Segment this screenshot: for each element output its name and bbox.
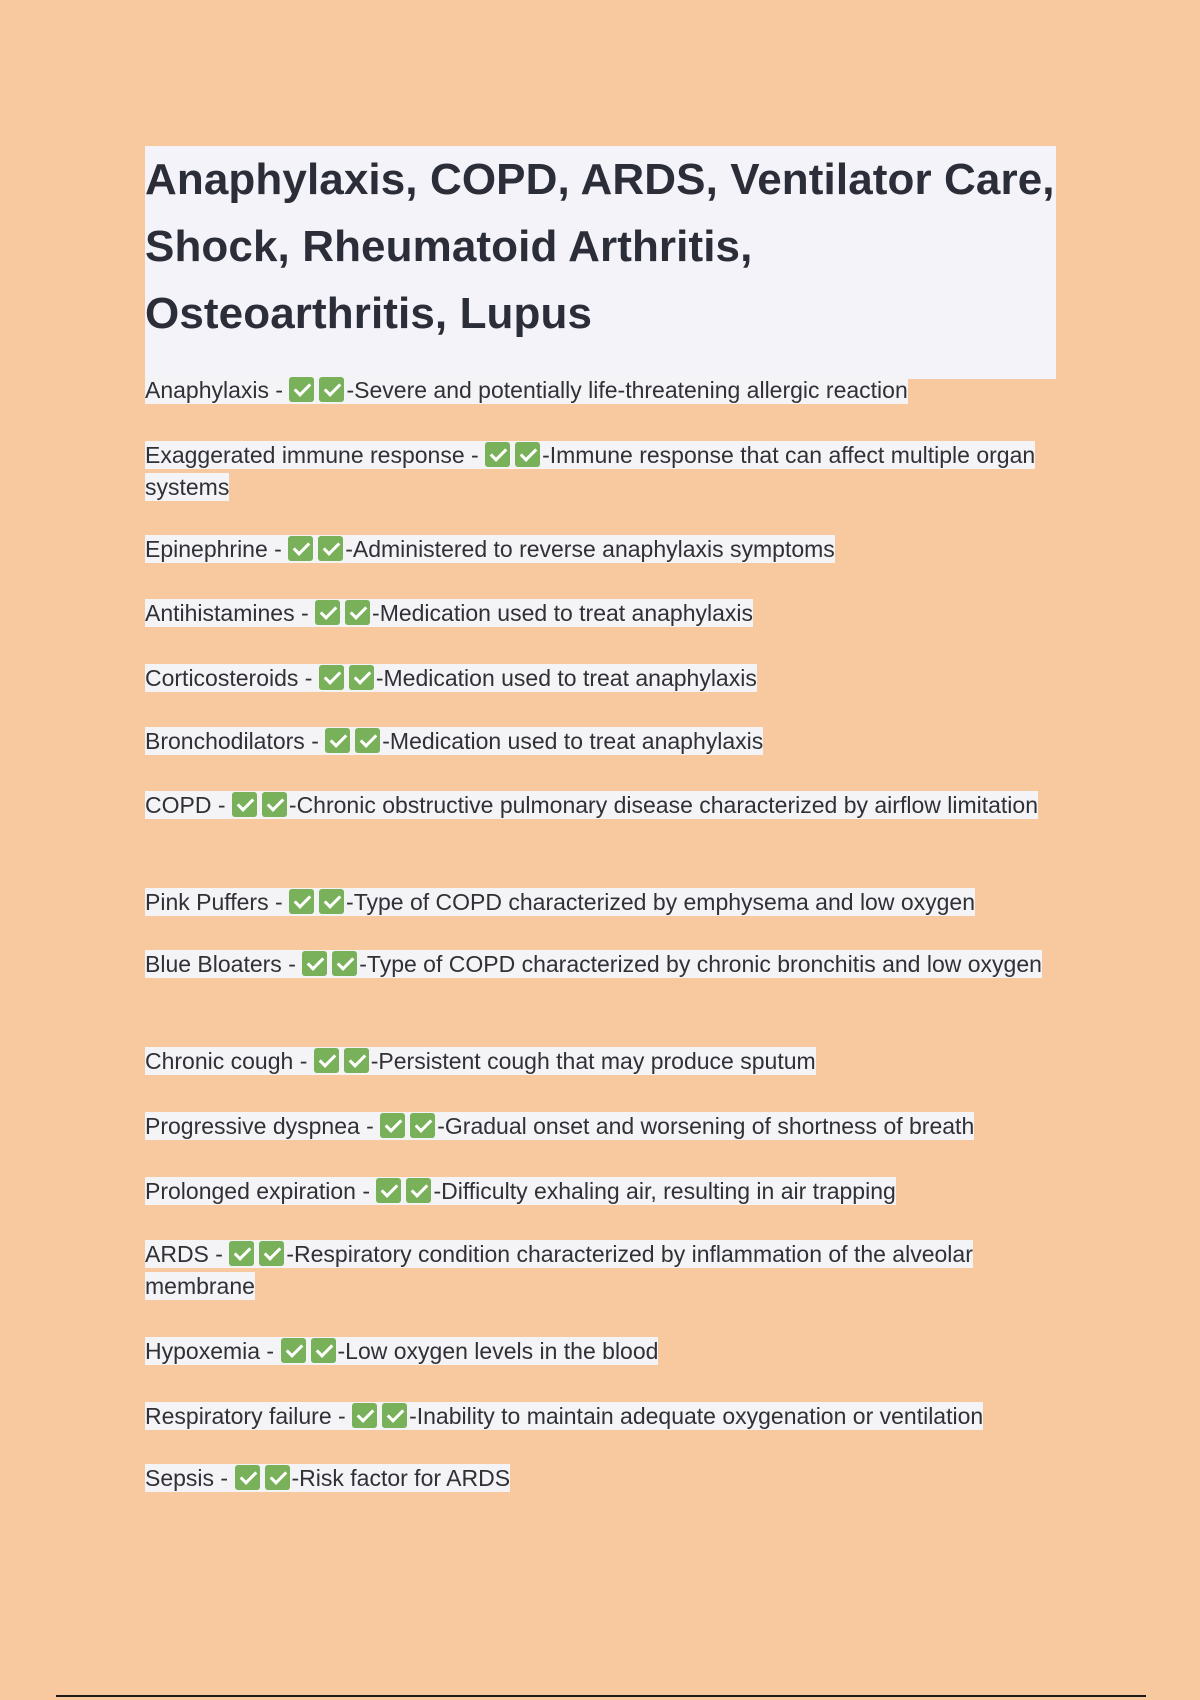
- entry-term: Pink Puffers: [145, 889, 269, 915]
- flashcard-entry: [145, 597, 1065, 629]
- entry-definition: -Immune response that can affect multiple organ systems: [145, 442, 1036, 500]
- entry-definition: -Administered to reverse anaphylaxis symptoms: [345, 536, 835, 562]
- check-mark-icon: [376, 1178, 401, 1203]
- check-mark-icon: [232, 792, 257, 817]
- entry-term: ARDS: [145, 1241, 209, 1267]
- flashcard-entry: [145, 1238, 1065, 1302]
- check-mark-icon: [352, 1403, 377, 1428]
- flashcard-entry: [145, 948, 1065, 980]
- check-mark-icon: [410, 1113, 435, 1138]
- entry-separator: -: [464, 442, 486, 468]
- flashcard-entry: [145, 533, 1065, 565]
- check-mark-icon: [229, 1241, 254, 1266]
- check-mark-icon: [515, 442, 540, 467]
- flashcard-entry: [145, 374, 1065, 406]
- check-mark-icon: [325, 728, 350, 753]
- entry-definition: -Severe and potentially life-threatening allergic reaction: [346, 377, 908, 403]
- entry-definition: -Type of COPD characterized by emphysema and low oxygen: [346, 889, 976, 915]
- entry-separator: -: [267, 536, 289, 562]
- entry-separator: -: [331, 1403, 353, 1429]
- entry-separator: -: [260, 1338, 281, 1364]
- entry-separator: -: [281, 951, 303, 977]
- entry-term: Bronchodilators: [145, 728, 305, 754]
- check-mark-icon: [289, 377, 314, 402]
- check-mark-icon: [315, 600, 340, 625]
- check-mark-icon: [288, 536, 313, 561]
- check-mark-icon: [344, 1048, 369, 1073]
- flashcard-entry: [145, 439, 1065, 503]
- entry-term: Anaphylaxis: [145, 377, 270, 403]
- entry-definition: -Medication used to treat anaphylaxis: [372, 600, 754, 626]
- check-mark-icon: [265, 1465, 290, 1490]
- check-mark-icon: [259, 1241, 284, 1266]
- check-mark-icon: [319, 665, 344, 690]
- check-mark-icon: [302, 951, 327, 976]
- flashcard-entry: [145, 1110, 1065, 1142]
- entry-term: Progressive dyspnea: [145, 1113, 360, 1139]
- entry-definition: -Risk factor for ARDS: [291, 1465, 511, 1491]
- bottom-divider: [56, 1695, 1146, 1697]
- flashcard-entry: [145, 1462, 1065, 1494]
- title-block: [145, 146, 1056, 379]
- check-mark-icon: [382, 1403, 407, 1428]
- entry-separator: -: [298, 665, 319, 691]
- flashcard-entry: [145, 1175, 1065, 1207]
- check-mark-icon: [311, 1338, 336, 1363]
- check-mark-icon: [289, 889, 314, 914]
- flashcard-entry: [145, 789, 1065, 821]
- flashcard-entry: [145, 662, 1065, 694]
- entry-separator: -: [293, 1048, 314, 1074]
- entry-separator: -: [208, 1241, 230, 1267]
- entry-definition: -Type of COPD characterized by chronic bronchitis and low oxygen: [359, 951, 1042, 977]
- entry-separator: -: [294, 600, 316, 626]
- entry-term: Respiratory failure: [145, 1403, 332, 1429]
- check-mark-icon: [380, 1113, 405, 1138]
- check-mark-icon: [355, 728, 380, 753]
- entry-definition: -Persistent cough that may produce sputum: [370, 1048, 816, 1074]
- entry-term: Sepsis: [145, 1465, 215, 1491]
- entry-definition: -Inability to maintain adequate oxygenation or ventilation: [409, 1403, 984, 1429]
- entry-definition: -Respiratory condition characterized by inflammation of the alveolar membrane: [145, 1241, 973, 1299]
- flashcard-entry: [145, 886, 1065, 918]
- page-title: Anaphylaxis, COPD, ARDS, Ventilator Care, Shock, Rheumatoid Arthritis, Osteoarthritis, Lupus: [145, 155, 1055, 338]
- check-mark-icon: [281, 1338, 306, 1363]
- entry-definition: -Chronic obstructive pulmonary disease characterized by airflow limitation: [288, 792, 1039, 818]
- entry-term: Blue Bloaters: [145, 951, 282, 977]
- check-mark-icon: [332, 951, 357, 976]
- entry-definition: -Low oxygen levels in the blood: [337, 1338, 659, 1364]
- entry-term: Epinephrine: [145, 536, 268, 562]
- entry-separator: -: [211, 792, 232, 818]
- flashcard-entry: [145, 1335, 1065, 1367]
- flashcard-entry: [145, 1400, 1065, 1432]
- check-mark-icon: [235, 1465, 260, 1490]
- entry-term: COPD: [145, 792, 212, 818]
- entry-term: Antihistamines: [145, 600, 295, 626]
- entry-separator: -: [269, 377, 290, 403]
- entry-separator: -: [214, 1465, 235, 1491]
- entry-term: Prolonged expiration: [145, 1178, 356, 1204]
- entry-separator: -: [268, 889, 290, 915]
- entry-term: Chronic cough: [145, 1048, 294, 1074]
- entry-definition: -Medication used to treat anaphylaxis: [382, 728, 764, 754]
- check-mark-icon: [319, 889, 344, 914]
- check-mark-icon: [262, 792, 287, 817]
- entry-definition: -Difficulty exhaling air, resulting in air trapping: [433, 1178, 896, 1204]
- check-mark-icon: [406, 1178, 431, 1203]
- entry-term: Exaggerated immune response: [145, 442, 465, 468]
- flashcard-entry: [145, 1045, 1065, 1077]
- entry-term: Hypoxemia: [145, 1338, 261, 1364]
- entry-separator: -: [359, 1113, 381, 1139]
- entry-definition: -Gradual onset and worsening of shortness of breath: [437, 1113, 975, 1139]
- flashcard-entry: [145, 725, 1065, 757]
- check-mark-icon: [319, 377, 344, 402]
- check-mark-icon: [349, 665, 374, 690]
- check-mark-icon: [485, 442, 510, 467]
- check-mark-icon: [314, 1048, 339, 1073]
- entry-separator: -: [355, 1178, 377, 1204]
- check-mark-icon: [345, 600, 370, 625]
- entry-separator: -: [304, 728, 326, 754]
- entry-term: Corticosteroids: [145, 665, 299, 691]
- entry-definition: -Medication used to treat anaphylaxis: [375, 665, 757, 691]
- check-mark-icon: [318, 536, 343, 561]
